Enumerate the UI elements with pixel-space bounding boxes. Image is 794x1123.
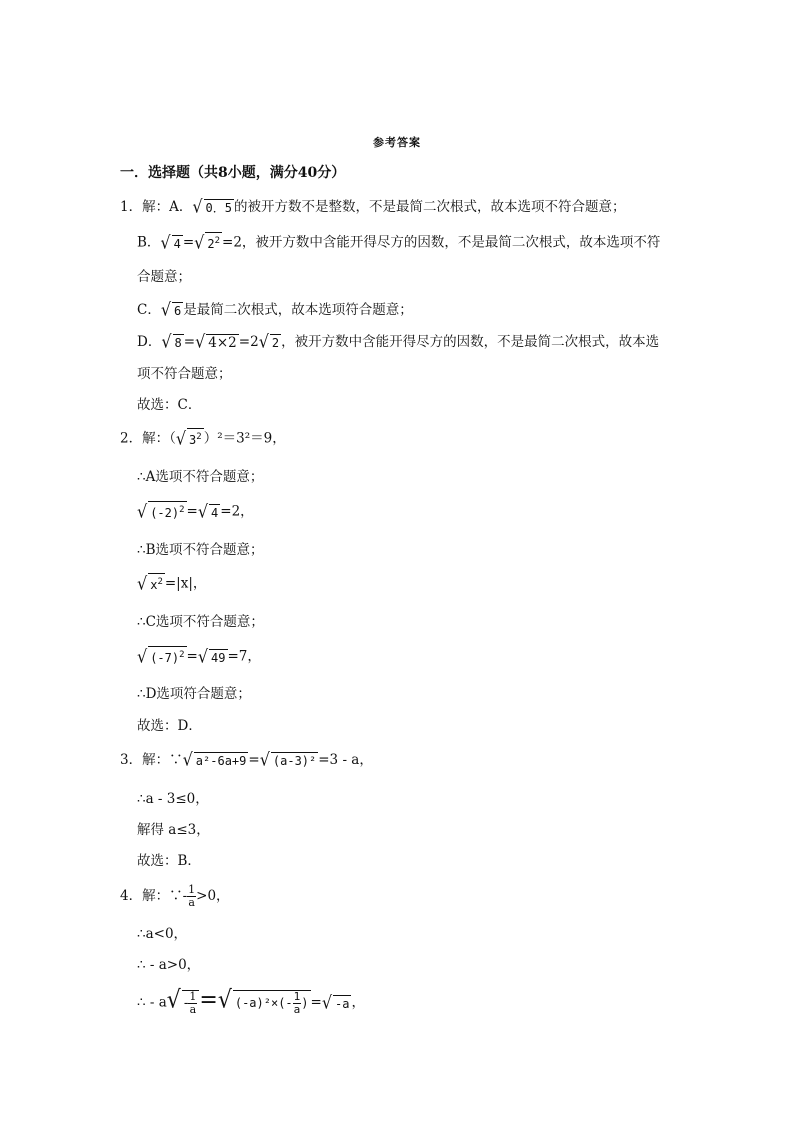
q2-line-6: ∴C选项不符合题意；: [137, 614, 264, 630]
q2-l7-text: =7，: [227, 648, 261, 665]
q4-l4-radical-3: √ -a: [321, 991, 350, 1013]
q1-b-text: =2，被开方数中含能开得尽方的因数，不是最简二次根式，故本选项不符: [222, 234, 661, 251]
q1-a-radical: √ 0．5: [192, 196, 232, 217]
q2-line-2: ∴A选项不符合题意；: [137, 469, 264, 485]
q2-l3-eq: =: [186, 503, 198, 520]
q2-line-4: ∴B选项不符合题意；: [137, 542, 264, 558]
q1-d-radical-2: √ 4×2: [195, 331, 237, 352]
q2-l5-text: =|x|，: [164, 575, 207, 592]
q2-line-3: [137, 501, 254, 523]
q4-l4-eq: =: [310, 994, 322, 1011]
q4-l4-text: ，: [351, 994, 365, 1011]
q2-l5-radical: √ $x^2$: [137, 573, 163, 594]
q2-l7-radical-2: √ 49: [197, 645, 226, 667]
q1-b-prefix: B．: [137, 234, 161, 251]
q4-l1-fraction: $\frac{1}{a}$: [188, 883, 196, 909]
q1-d-prefix: D．: [137, 334, 162, 350]
q4-line-2: ∴a<0，: [137, 926, 188, 942]
q4-number: 4．: [120, 888, 143, 904]
q1-c-prefix: C．: [137, 302, 161, 318]
q1-c-radical: √ 6: [160, 299, 182, 320]
q3-l1-text: =3 - a，: [318, 752, 373, 768]
q1-b-eq: =: [182, 234, 195, 251]
q1-line-d-cont: 项不符合题意；: [137, 366, 232, 382]
q4-l1-text: >0，: [196, 888, 230, 904]
q4-l4-prefix: ∴ - a: [137, 994, 167, 1011]
q2-l3-radical-2: √ 4: [197, 500, 219, 522]
q2-number: 2．: [120, 430, 143, 447]
q2-l1-prefix: 解：（: [142, 430, 176, 447]
q3-l1-radical-1: √ a²-6a+9: [182, 749, 247, 770]
q3-l1-eq: =: [248, 752, 260, 768]
q2-line-5: [137, 573, 206, 595]
q2-answer: 故选：D．: [137, 718, 202, 734]
q2-l1-radical: √ $3^2$: [175, 428, 202, 449]
q3-line-3: 解得 a≤3，: [137, 822, 210, 838]
q1-b-radical-1: √ 4: [160, 231, 181, 253]
q3-line-2: ∴a - 3≤0，: [137, 791, 209, 807]
q2-l3-radical-1: √ $(-2)^2$: [137, 501, 185, 522]
q1-line-c: [137, 300, 413, 321]
q1-d-text: ，被开方数中含能开得尽方的因数，不是最简二次根式，故本选: [281, 334, 660, 350]
q1-b-radical-2: √ $2^2$: [194, 232, 221, 253]
q1-a-prefix: 解：A．: [142, 199, 193, 215]
q1-d-radical-3: √ 2: [258, 331, 280, 352]
q1-d-eq2: =2: [238, 334, 259, 350]
q4-l1-prefix: 解：∵-: [142, 888, 188, 904]
q4-line-3: ∴ - a>0，: [137, 957, 201, 973]
q2-l7-eq: =: [186, 648, 198, 665]
q3-answer: 故选：B．: [137, 853, 201, 869]
q1-line-d: [137, 332, 659, 353]
q3-l1-radical-2: √ (a-3)²: [259, 749, 317, 770]
q1-a-text: 的被开方数不是整数，不是最简二次根式，故本选项不符合题意；: [234, 199, 626, 215]
q1-number: 1．: [120, 199, 143, 215]
q1-line-b: [137, 232, 660, 254]
q3-l1-prefix: 解：∵: [142, 752, 183, 768]
q1-line-b-cont: 合题意；: [137, 269, 191, 285]
page-title: 参考答案: [373, 136, 421, 149]
q2-l1-text: ）²＝3²＝9，: [203, 430, 286, 447]
q4-l4-radical-1: √ - $\frac{1}{a}$: [167, 990, 200, 1016]
q4-line-4: [137, 986, 365, 1016]
q1-d-radical-1: √ 8: [161, 331, 182, 352]
q4-l4-radical-2: =√ (-a)²×(- $\frac{1}{a}$ ): [199, 986, 309, 1016]
q2-l3-text: =2，: [220, 503, 254, 520]
q2-line-8: ∴D选项符合题意；: [137, 686, 251, 702]
section-heading: 一．选择题（共8小题，满分40分）: [120, 165, 346, 181]
q1-answer: 故选：C．: [137, 397, 202, 413]
q2-line-7: [137, 646, 261, 668]
q1-c-text: 是最简二次根式，故本选项符合题意；: [183, 302, 413, 318]
q2-l7-radical-1: √ $(-7)^2$: [137, 646, 185, 667]
q1-line-a: [120, 197, 626, 218]
q4-line-1: [120, 884, 230, 909]
q1-d-eq1: =: [183, 334, 196, 350]
q2-line-1: [120, 428, 286, 450]
q3-line-1: [120, 750, 373, 771]
q3-number: 3．: [120, 752, 143, 768]
